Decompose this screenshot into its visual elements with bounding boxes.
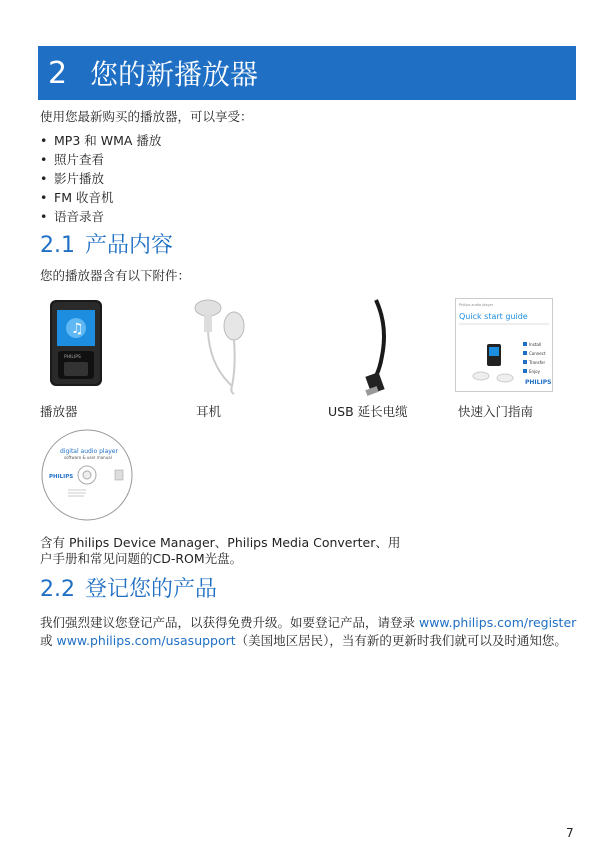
feature-list	[40, 131, 161, 226]
caption-usb-cable: USB 延长电缆	[328, 404, 408, 419]
register-note: （美国地区居民），当有新的更新时我们就可以及时通知您。	[235, 633, 567, 648]
caption-player: 播放器	[40, 404, 78, 419]
usa-support-link[interactable]: www.philips.com/usasupport	[56, 633, 236, 648]
register-text: 我们强烈建议您登记产品，以获得免费升级。如要登记产品，请登录	[40, 615, 419, 630]
cd-rom-image	[40, 428, 134, 522]
list-item: • 照片查看	[40, 150, 161, 169]
cd-title: digital audio player	[60, 448, 118, 455]
cd-subtitle: software & user manual	[64, 455, 112, 460]
section-heading-register	[40, 572, 217, 603]
qsg-step: Connect	[529, 351, 546, 356]
chapter-title: 您的新播放器	[90, 58, 259, 91]
qsg-step: Enjoy	[529, 369, 540, 374]
svg-text:♫: ♫	[71, 321, 84, 337]
qsg-brand: PHILIPS	[525, 379, 552, 386]
qsg-step: Transfer	[529, 360, 546, 365]
usb-cable-image	[346, 296, 466, 392]
chapter-header	[38, 46, 576, 100]
cd-caption-line2: 户手册和常见问题的CD-ROM光盘。	[40, 551, 243, 566]
section-title: 产品内容	[85, 233, 174, 258]
svg-text:PHILIPS: PHILIPS	[64, 355, 81, 360]
qsg-brand-small: Philips audio player	[459, 303, 494, 307]
list-item: • 影片播放	[40, 169, 161, 188]
qsg-step: Install	[529, 342, 542, 347]
intro-text: 使用您最新购买的播放器，可以享受：	[40, 109, 253, 124]
section-title: 登记您的产品	[85, 577, 218, 602]
section-heading-contents	[40, 228, 173, 259]
caption-quick-start-guide: 快速入门指南	[458, 404, 534, 419]
cd-brand: PHILIPS	[49, 474, 74, 480]
earphones-image	[192, 296, 312, 392]
quick-start-guide-image	[455, 298, 553, 392]
list-item: • MP3 和 WMA 播放	[40, 131, 161, 150]
list-item: • FM 收音机	[40, 188, 161, 207]
section-number: 2.2	[40, 577, 75, 602]
list-item: • 语音录音	[40, 207, 161, 226]
section-intro: 您的播放器含有以下附件：	[40, 268, 191, 283]
qsg-title: Quick start guide	[459, 312, 528, 321]
chapter-number: 2	[48, 55, 68, 91]
page-number: 7	[566, 826, 574, 840]
cd-caption-line1: 含有 Philips Device Manager、Philips Media Converter、用	[40, 535, 401, 550]
register-line1	[40, 613, 576, 631]
player-image	[40, 296, 160, 392]
section-number: 2.1	[40, 233, 75, 258]
register-prefix: 或	[40, 633, 57, 648]
register-link[interactable]: www.philips.com/register	[418, 615, 577, 630]
caption-earphones: 耳机	[196, 404, 222, 419]
register-line2	[40, 631, 567, 649]
